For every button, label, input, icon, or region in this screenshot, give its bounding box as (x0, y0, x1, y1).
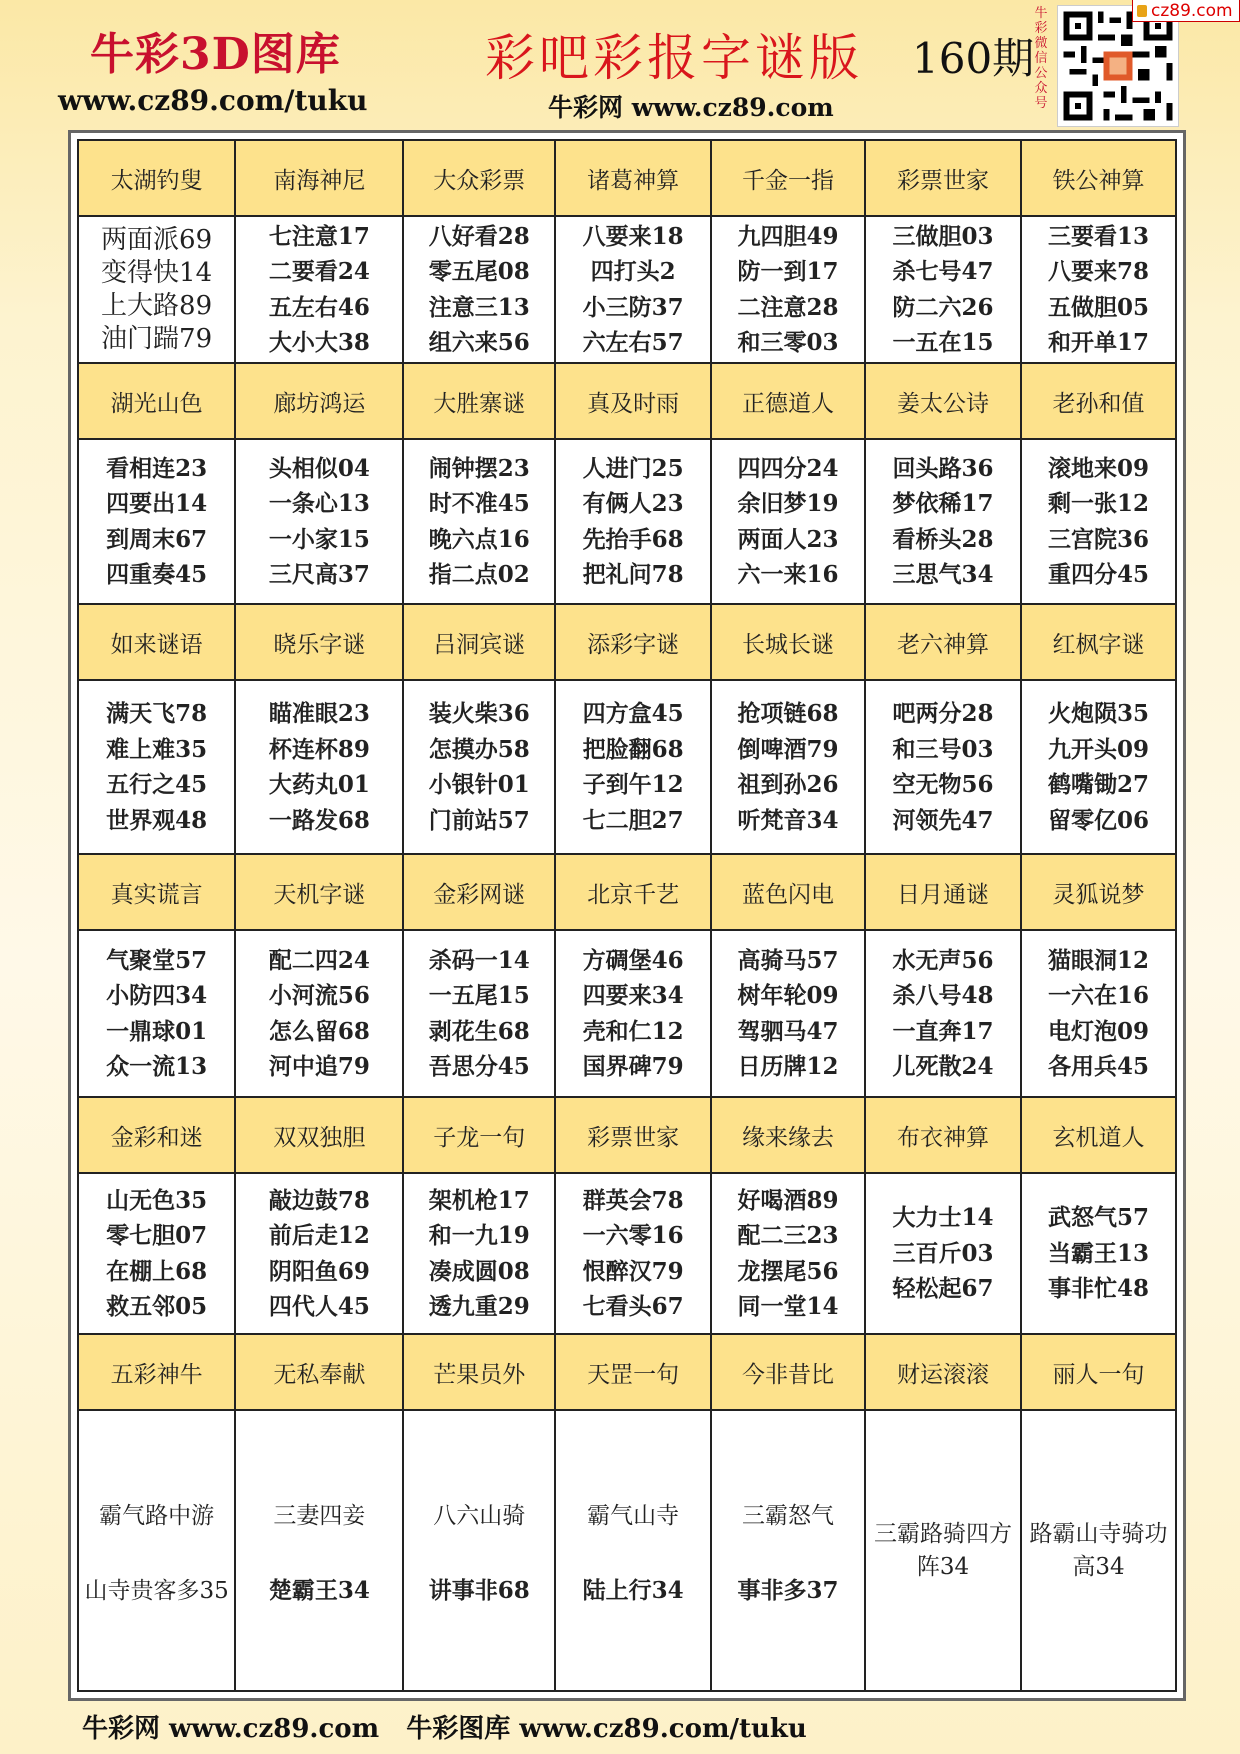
clue-line: 头相似04 (268, 454, 370, 482)
clue-line: 时不准45 (428, 490, 530, 517)
clue-line: 梦依稀17 (892, 490, 994, 517)
puzzle-cell (403, 216, 555, 363)
puzzle-cell (1021, 1173, 1176, 1334)
clue-line: 杀八号48 (892, 982, 994, 1009)
table-row (78, 930, 1176, 1097)
column-header: 长城长谜 (711, 604, 865, 680)
column-header: 财运滚滚 (865, 1334, 1021, 1410)
clue-line: 重四分45 (1047, 561, 1149, 588)
clue-line: 儿死散24 (892, 1053, 994, 1080)
clue-line: 武怒气57 (1047, 1204, 1149, 1232)
clue-line: 一直奔17 (892, 1017, 994, 1045)
clue-line: 日历牌12 (737, 1053, 839, 1080)
clue-line: 事非忙48 (1047, 1275, 1149, 1303)
clue-line: 火炮陨35 (1047, 700, 1149, 727)
clue-line: 怎摸办58 (428, 735, 530, 763)
clue-line: 一五在15 (892, 329, 994, 356)
clue-line: 龙摆尾56 (737, 1257, 839, 1285)
clue-line: 河中追79 (268, 1053, 370, 1080)
puzzle-cell (865, 680, 1021, 854)
puzzle-cell (403, 1173, 555, 1334)
clue-line: 看桥头28 (892, 525, 994, 553)
clue-line: 救五邻05 (106, 1293, 208, 1320)
clue-line: 三思气34 (892, 561, 994, 588)
table-row (78, 1410, 1176, 1691)
clue-line: 滚地来09 (1047, 454, 1149, 482)
puzzle-cell (865, 216, 1021, 363)
puzzle-cell (403, 1410, 555, 1691)
column-header: 缘来缘去 (711, 1097, 865, 1173)
clue-line: 大力士14 (892, 1204, 994, 1232)
clue-line: 八要来18 (582, 222, 684, 250)
clue-line: 晚六点16 (428, 525, 530, 553)
clue-line: 水无声56 (892, 946, 994, 974)
column-header: 蓝色闪电 (711, 854, 865, 930)
clue-line: 敲边鼓78 (268, 1186, 370, 1214)
clue-line: 四要出14 (106, 490, 208, 517)
column-header: 丽人一句 (1021, 1334, 1176, 1410)
clue-line: 小防四34 (106, 982, 208, 1009)
clue-line: 瞄准眼23 (268, 700, 370, 727)
clue-line: 和一九19 (428, 1222, 530, 1249)
puzzle-cell (711, 680, 865, 854)
clue-line: 倒啤酒79 (737, 735, 839, 763)
clue-line: 一五尾15 (428, 982, 530, 1009)
column-header: 金彩网谜 (403, 854, 555, 930)
clue-line: 空无物56 (892, 771, 994, 798)
column-header: 添彩字谜 (555, 604, 711, 680)
column-header: 太湖钓叟 (78, 140, 235, 216)
puzzle-cell (555, 930, 711, 1097)
clue-line: 子到午12 (582, 771, 684, 798)
clue-line: 六左右57 (582, 329, 684, 356)
puzzle-cell (235, 680, 403, 854)
clue-line: 五行之45 (106, 771, 208, 798)
clue-line: 七二胆27 (582, 806, 684, 834)
clue-line: 高34 (1072, 1553, 1125, 1580)
clue-line: 小三防37 (582, 293, 684, 321)
clue-line: 怎么留68 (268, 1017, 370, 1045)
column-header: 布衣神算 (865, 1097, 1021, 1173)
clue-line: 和三零03 (737, 329, 839, 356)
clue-line: 当霸王13 (1047, 1239, 1149, 1267)
clue-line: 七看头67 (582, 1293, 684, 1320)
column-header: 玄机道人 (1021, 1097, 1176, 1173)
clue-line: 三妻四妾 (273, 1502, 366, 1529)
clue-line: 一小家15 (268, 525, 370, 553)
puzzle-table (77, 139, 1177, 1692)
clue-line: 山无色35 (106, 1186, 208, 1214)
column-header: 金彩和迷 (78, 1097, 235, 1173)
clue-line: 阴阳鱼69 (268, 1257, 370, 1285)
column-header: 诸葛神算 (555, 140, 711, 216)
puzzle-cell (78, 680, 235, 854)
clue-line: 大药丸01 (268, 771, 370, 798)
header-row (78, 140, 1176, 216)
clue-line: 配二四24 (268, 946, 370, 974)
clue-line: 轻松起67 (892, 1275, 994, 1303)
clue-line: 有俩人23 (582, 490, 684, 517)
clue-line: 难上难35 (106, 735, 208, 763)
table-row (78, 439, 1176, 604)
clue-line: 小银针01 (428, 771, 530, 798)
clue-line: 零七胆07 (106, 1222, 208, 1249)
site-logo-text: cz89.com (1151, 0, 1233, 21)
clue-line: 霸气山寺 (587, 1502, 680, 1529)
column-header: 天罡一句 (555, 1334, 711, 1410)
clue-line: 八六山骑 (433, 1502, 526, 1529)
puzzle-cell (865, 930, 1021, 1097)
clue-line: 三宫院36 (1047, 525, 1149, 553)
clue-line: 三百斤03 (892, 1239, 994, 1267)
clue-line: 驾驷马47 (737, 1017, 839, 1045)
column-header: 五彩神牛 (78, 1334, 235, 1410)
clue-line: 装火柴36 (428, 700, 530, 727)
puzzle-cell (711, 1410, 865, 1691)
clue-line: 两面人23 (737, 525, 839, 553)
puzzle-cell (235, 439, 403, 604)
wechat-label: 牛彩微信公众号 (1034, 6, 1048, 111)
header-row (78, 604, 1176, 680)
puzzle-cell (555, 1173, 711, 1334)
clue-line: 各用兵45 (1047, 1053, 1149, 1080)
issue-number: 160期 (912, 34, 1035, 83)
clue-line: 河领先47 (892, 806, 994, 834)
clue-line: 回头路36 (892, 454, 994, 482)
clue-line: 在棚上68 (106, 1257, 208, 1285)
page-title: 彩吧彩报字谜版 (485, 29, 863, 87)
clue-line: 变得快14 (101, 257, 213, 288)
clue-line: 方碉堡46 (582, 946, 684, 974)
clue-line: 鹤嘴锄27 (1047, 771, 1149, 798)
clue-line: 三霸怒气 (742, 1502, 835, 1529)
clue-line: 事非多37 (737, 1576, 839, 1604)
puzzle-cell (235, 1173, 403, 1334)
column-header: 天机字谜 (235, 854, 403, 930)
column-header: 千金一指 (711, 140, 865, 216)
column-header: 红枫字谜 (1021, 604, 1176, 680)
puzzle-cell (555, 216, 711, 363)
clue-line: 一六在16 (1047, 982, 1149, 1009)
clue-line: 吧两分28 (892, 700, 994, 727)
clue-line: 猫眼洞12 (1047, 946, 1149, 974)
site-url[interactable]: www.cz89.com/tuku (58, 84, 368, 117)
clue-line: 凑成圆08 (428, 1257, 530, 1285)
puzzle-cell (78, 439, 235, 604)
clue-line: 阵34 (916, 1553, 970, 1580)
clue-line: 气聚堂57 (106, 946, 208, 974)
column-header: 如来谜语 (78, 604, 235, 680)
column-header: 正德道人 (711, 363, 865, 439)
puzzle-cell (555, 1410, 711, 1691)
clue-line: 配二三23 (737, 1222, 839, 1249)
clue-line: 到周末67 (106, 525, 208, 553)
clue-line: 把脸翻68 (582, 735, 684, 763)
clue-line: 吾思分45 (428, 1053, 530, 1080)
clue-line: 前后走12 (268, 1222, 370, 1249)
puzzle-cell (235, 930, 403, 1097)
clue-line: 树年轮09 (737, 982, 839, 1009)
puzzle-cell (403, 439, 555, 604)
clue-line: 一路发68 (268, 806, 370, 834)
clue-line: 八好看28 (428, 222, 530, 250)
clue-line: 剥花生68 (428, 1017, 530, 1045)
column-header: 真实谎言 (78, 854, 235, 930)
puzzle-cell (235, 216, 403, 363)
clue-line: 四要来34 (582, 982, 684, 1009)
puzzle-cell (555, 680, 711, 854)
clue-line: 上大路89 (101, 290, 213, 321)
puzzle-cell (1021, 680, 1176, 854)
header-row (78, 363, 1176, 439)
clue-line: 讲事非68 (428, 1576, 530, 1604)
clue-line: 闹钟摆23 (428, 454, 530, 482)
column-header: 北京千艺 (555, 854, 711, 930)
clue-line: 和三号03 (892, 735, 994, 763)
column-header: 姜太公诗 (865, 363, 1021, 439)
puzzle-cell (403, 930, 555, 1097)
clue-line: 余旧梦19 (737, 490, 839, 517)
header-row (78, 1334, 1176, 1410)
clue-line: 群英会78 (582, 1186, 684, 1214)
column-header: 吕洞宾谜 (403, 604, 555, 680)
clue-line: 留零亿06 (1047, 806, 1149, 834)
clue-line: 八要来78 (1047, 258, 1149, 285)
clue-line: 防二六26 (892, 293, 994, 321)
clue-line: 满天飞78 (106, 700, 208, 727)
site-logo[interactable] (1132, 0, 1240, 22)
puzzle-cell (711, 439, 865, 604)
clue-line: 四代人45 (268, 1293, 370, 1320)
column-header: 南海神尼 (235, 140, 403, 216)
clue-line: 一鼎球01 (106, 1017, 208, 1045)
puzzle-cell (865, 1410, 1021, 1691)
puzzle-cell (78, 216, 235, 363)
clue-line: 两面派69 (101, 224, 213, 255)
puzzle-cell (865, 439, 1021, 604)
clue-line: 众一流13 (106, 1053, 208, 1080)
header-row (78, 1097, 1176, 1173)
column-header: 老孙和值 (1021, 363, 1176, 439)
clue-line: 组六来56 (428, 329, 530, 356)
clue-line: 电灯泡09 (1047, 1017, 1149, 1045)
clue-line: 五左右46 (268, 293, 370, 321)
puzzle-cell (711, 930, 865, 1097)
column-header: 湖光山色 (78, 363, 235, 439)
puzzle-cell (865, 1173, 1021, 1334)
clue-line: 听梵音34 (737, 806, 839, 834)
clue-line: 山寺贵客多35 (84, 1577, 229, 1604)
column-header: 真及时雨 (555, 363, 711, 439)
clue-line: 杀码一14 (428, 946, 530, 974)
clue-line: 三做胆03 (892, 222, 994, 250)
clue-line: 杀七号47 (892, 258, 994, 285)
clue-line: 剩一张12 (1047, 490, 1149, 517)
column-header: 无私奉献 (235, 1334, 403, 1410)
column-header: 芒果员外 (403, 1334, 555, 1410)
column-header: 今非昔比 (711, 1334, 865, 1410)
clue-line: 看相连23 (106, 454, 208, 482)
column-header: 铁公神算 (1021, 140, 1176, 216)
clue-line: 好喝酒89 (737, 1186, 839, 1214)
puzzle-cell (78, 1410, 235, 1691)
table-row (78, 1173, 1176, 1334)
column-header: 大众彩票 (403, 140, 555, 216)
clue-line: 和开单17 (1047, 329, 1149, 356)
subtitle: 牛彩网 www.cz89.com (548, 93, 834, 122)
puzzle-cell (235, 1410, 403, 1691)
clue-line: 抢项链68 (737, 700, 839, 727)
clue-line: 把礼问78 (582, 561, 684, 588)
clue-line: 世界观48 (106, 806, 208, 834)
clue-line: 三要看13 (1047, 222, 1149, 250)
puzzle-cell (1021, 216, 1176, 363)
clue-line: 先抬手68 (582, 525, 684, 553)
column-header: 大胜寨谜 (403, 363, 555, 439)
clue-line: 九开头09 (1047, 735, 1149, 763)
puzzle-cell (555, 439, 711, 604)
clue-line: 一条心13 (268, 490, 370, 517)
column-header: 彩票世家 (865, 140, 1021, 216)
clue-line: 门前站57 (428, 806, 530, 834)
puzzle-cell (78, 1173, 235, 1334)
puzzle-cell (1021, 439, 1176, 604)
column-header: 廊坊鸿运 (235, 363, 403, 439)
clue-line: 二注意28 (737, 293, 839, 321)
clue-line: 高骑马57 (737, 946, 839, 974)
puzzle-cell (711, 216, 865, 363)
clue-line: 二要看24 (268, 258, 370, 285)
clue-line: 壳和仁12 (582, 1017, 684, 1045)
column-header: 子龙一句 (403, 1097, 555, 1173)
column-header: 日月通谜 (865, 854, 1021, 930)
clue-line: 国界碑79 (582, 1053, 684, 1080)
clue-line: 架机枪17 (428, 1186, 530, 1214)
column-header: 老六神算 (865, 604, 1021, 680)
clue-line: 七注意17 (268, 222, 370, 250)
qr-code-icon (1057, 5, 1179, 127)
clue-line: 楚霸王34 (268, 1576, 370, 1604)
puzzle-cell (403, 680, 555, 854)
clue-line: 九四胆49 (737, 222, 839, 250)
column-header: 彩票世家 (555, 1097, 711, 1173)
clue-line: 三霸路骑四方 (873, 1520, 1012, 1547)
clue-line: 祖到孙26 (737, 771, 839, 798)
clue-line: 霸气路中游 (99, 1502, 215, 1529)
table-row (78, 216, 1176, 363)
clue-line: 透九重29 (428, 1293, 530, 1320)
table-row (78, 680, 1176, 854)
puzzle-cell (1021, 1410, 1176, 1691)
column-header: 灵狐说梦 (1021, 854, 1176, 930)
clue-line: 六一来16 (737, 561, 839, 588)
puzzle-cell (711, 1173, 865, 1334)
clue-line: 四方盒45 (582, 700, 684, 727)
column-header: 晓乐字谜 (235, 604, 403, 680)
clue-line: 大小大38 (268, 329, 370, 356)
clue-line: 同一堂14 (737, 1293, 839, 1320)
clue-line: 油门踹79 (101, 323, 213, 354)
clue-line: 三尺高37 (268, 561, 370, 588)
clue-line: 四重奏45 (106, 561, 208, 588)
clue-line: 四打头2 (590, 258, 676, 285)
lock-icon (1137, 5, 1147, 17)
site-title: 牛彩3D图库 (90, 29, 341, 80)
clue-line: 杯连杯89 (268, 735, 370, 763)
column-header: 双双独胆 (235, 1097, 403, 1173)
clue-line: 五做胆05 (1047, 293, 1149, 321)
puzzle-cell (78, 930, 235, 1097)
clue-line: 恨醉汉79 (582, 1257, 684, 1285)
header-row (78, 854, 1176, 930)
clue-line: 四四分24 (737, 454, 839, 482)
clue-line: 人进门25 (582, 454, 684, 482)
clue-line: 小河流56 (268, 982, 370, 1009)
clue-line: 指二点02 (428, 561, 530, 588)
footer-links[interactable]: 牛彩网 www.cz89.com 牛彩图库 www.cz89.com/tuku (82, 1714, 807, 1744)
puzzle-cell (1021, 930, 1176, 1097)
clue-line: 零五尾08 (428, 258, 530, 285)
clue-line: 一六零16 (582, 1222, 684, 1249)
puzzle-table-frame (68, 130, 1186, 1701)
clue-line: 陆上行34 (582, 1576, 684, 1604)
clue-line: 路霸山寺骑功 (1029, 1520, 1168, 1547)
clue-line: 注意三13 (428, 293, 530, 321)
clue-line: 防一到17 (737, 258, 839, 285)
